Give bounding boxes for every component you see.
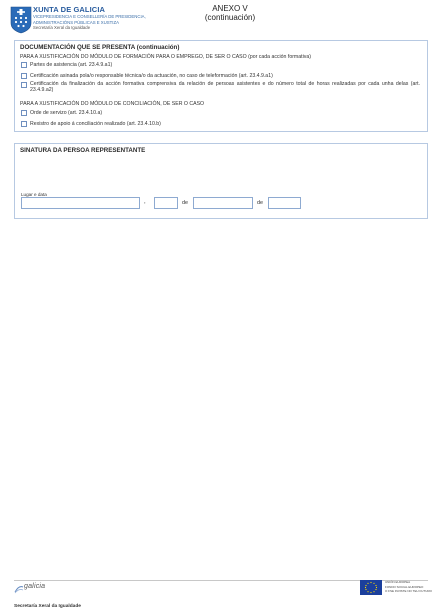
documentation-title-text: DOCUMENTACIÓN QUE SE PRESENTA <box>20 44 136 51</box>
eu-text-line: O FSE INVISTE NO TEU FUTURO <box>385 589 432 593</box>
day-field[interactable] <box>154 197 178 209</box>
conciliation-heading: PARA A XUSTIFICACIÓN DO MÓDULO DE CONCILIACIÓN, DE SER O CASO <box>20 101 205 107</box>
place-date-label: Lugar e data <box>21 192 47 197</box>
documentation-title <box>20 44 179 51</box>
galicia-logo-icon <box>14 584 24 594</box>
signature-title: SINATURA DA PERSOA REPRESENTANTE <box>20 147 146 154</box>
checkbox[interactable] <box>21 121 27 127</box>
department: Secretaría Xeral da Igualdade <box>33 25 91 30</box>
training-heading: PARA A XUSTIFICACIÓN DO MÓDULO DE FORMACIÓN PARA O EMPREGO, DE SER O CASO (por cada acción formativa) <box>20 53 311 60</box>
de-label: de <box>182 200 188 206</box>
training-item-label: Certificación asinada pola/o responsable técnica/o da actuación, no caso de teleformación (art. 23.4.9.a1) <box>30 73 273 79</box>
checkbox[interactable] <box>21 110 27 116</box>
year-field[interactable] <box>268 197 301 209</box>
training-item-label: Partes de asistencia (art. 23.4.9.a1) <box>30 62 113 68</box>
checkbox[interactable] <box>21 62 27 68</box>
eu-text-line: UNIÓN EUROPEA <box>385 580 411 584</box>
footer-secretaria: Secretaría Xeral da Igualdade <box>14 604 81 609</box>
de-label: de <box>257 200 263 206</box>
org-sub-line: ADMINISTRACIÓNS PÚBLICAS E XUSTIZA <box>33 19 119 25</box>
training-item-label: Certificación da finalización da acción formativa comprensiva da relación de persoas asistentes e do número total de horas realizadas por cada unha delas (art. 23.4.9.a2) <box>30 81 420 94</box>
eu-flag-icon <box>360 580 382 595</box>
checkbox[interactable] <box>21 82 27 88</box>
comma-separator: , <box>144 199 146 205</box>
xunta-logo-icon <box>9 6 33 34</box>
org-sub-line: VICEPRESIDENCIA E CONSELLERÍA DE PRESIDENCIA, <box>33 14 146 19</box>
conciliation-item-label: Orde de servizo (art. 23.4.10.a) <box>30 110 103 116</box>
month-field[interactable] <box>193 197 253 209</box>
documentation-title-suffix: (continuación) <box>136 44 180 51</box>
galicia-logo-text: galicia <box>24 583 46 590</box>
checkbox[interactable] <box>21 73 27 79</box>
org-name: XUNTA DE GALICIA <box>33 5 106 14</box>
annex-subtitle: (continuación) <box>204 13 256 22</box>
annex-title: ANEXO V <box>212 4 248 13</box>
conciliation-item-label: Rexistro de apoio á conciliación realizado (art. 23.4.10.b) <box>30 121 161 127</box>
place-field[interactable] <box>21 197 140 209</box>
eu-text-line: FONDO SOCIAL EUROPEO <box>385 585 424 589</box>
